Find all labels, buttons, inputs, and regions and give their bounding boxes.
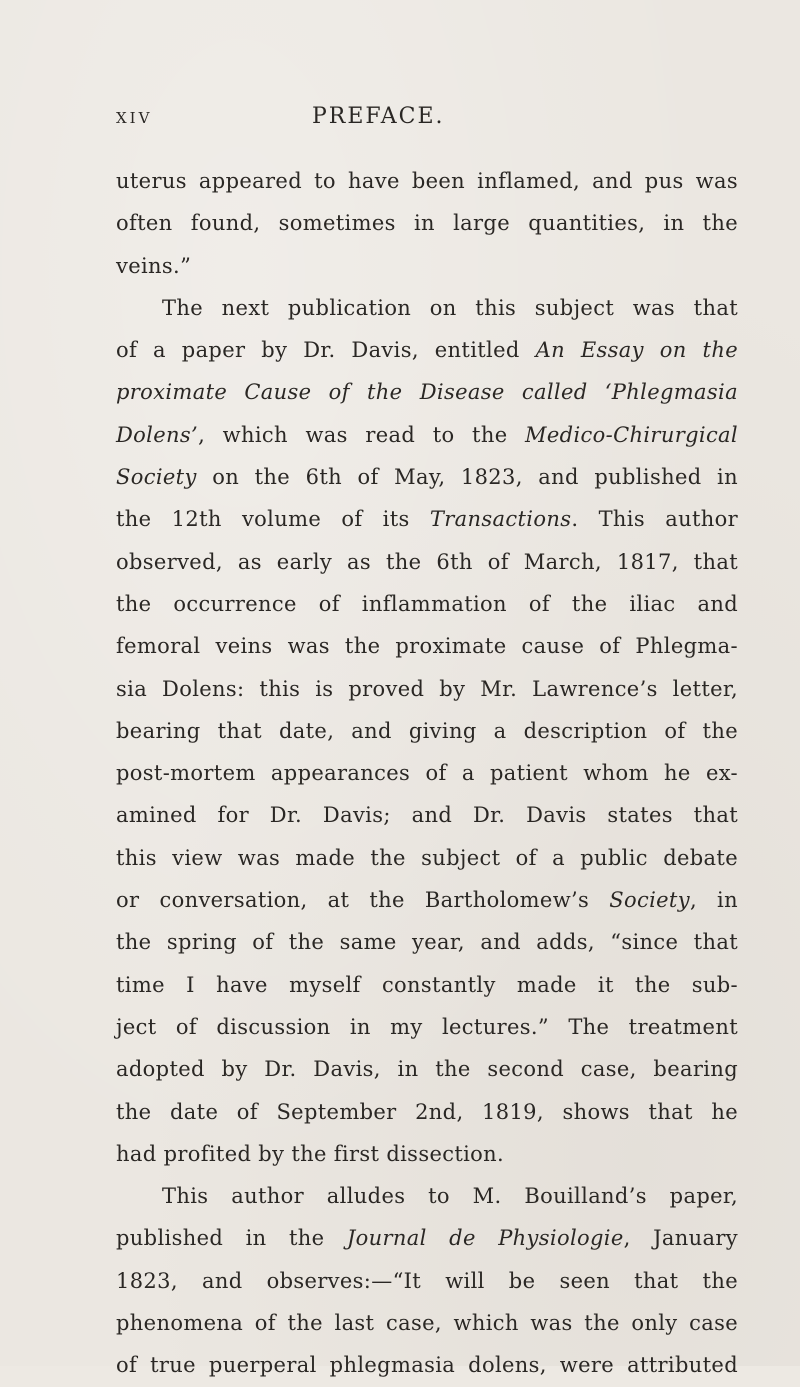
text-line: post-mortem appearances of a patient whom he ex-: [116, 761, 738, 786]
text-line: This author alludes to M. Bouilland’s paper,: [162, 1184, 738, 1209]
text-line: The next publication on this subject was that: [162, 295, 738, 320]
page-number: xiv: [116, 104, 153, 129]
text-line: often found, sometimes in large quantities, in the: [116, 211, 738, 236]
body-text: [116, 160, 738, 1387]
text-line: the occurrence of inflammation of the iliac and: [116, 591, 738, 616]
text-line: adopted by Dr. Davis, in the second case, bearing: [116, 1057, 738, 1082]
text-line: veins.”: [116, 253, 192, 278]
text-line: time I have myself constantly made it the sub-: [116, 972, 738, 997]
text-line: femoral veins was the proximate cause of Phlegma-: [116, 634, 738, 659]
text-line: the 12th volume of its Transactions. This author: [116, 507, 738, 532]
text-line: sia Dolens: this is proved by Mr. Lawrence’s letter,: [116, 676, 738, 701]
text-line: Society on the 6th of May, 1823, and published in: [116, 465, 738, 490]
text-line: of true puerperal phlegmasia dolens, were attributed: [116, 1353, 738, 1378]
text-line: the spring of the same year, and adds, “since that: [116, 930, 738, 955]
text-line: ject of discussion in my lectures.” The treatment: [116, 1014, 738, 1039]
text-line: Dolens’, which was read to the Medico-Chirurgical: [116, 422, 738, 447]
text-line: or conversation, at the Bartholomew’s Society, in: [116, 888, 738, 913]
text-line: 1823, and observes:—“It will be seen that the: [116, 1268, 738, 1293]
text-line: published in the Journal de Physiologie, January: [116, 1226, 738, 1251]
running-title: PREFACE.: [312, 104, 445, 129]
text-line: observed, as early as the 6th of March, 1817, that: [116, 549, 738, 574]
text-line: amined for Dr. Davis; and Dr. Davis states that: [116, 803, 738, 828]
text-line: uterus appeared to have been inflamed, and pus was: [116, 169, 738, 193]
text-line: the date of September 2nd, 1819, shows that he: [116, 1099, 738, 1124]
text-line: of a paper by Dr. Davis, entitled An Essay on the: [116, 338, 738, 363]
running-head: [116, 104, 740, 140]
text-line: phenomena of the last case, which was the only case: [116, 1311, 738, 1336]
text-line: this view was made the subject of a public debate: [116, 845, 738, 870]
text-line: bearing that date, and giving a description of the: [116, 718, 738, 743]
text-line: proximate Cause of the Disease called ‘Phlegmasia: [116, 380, 738, 405]
text-line: had profited by the first dissection.: [116, 1141, 505, 1166]
